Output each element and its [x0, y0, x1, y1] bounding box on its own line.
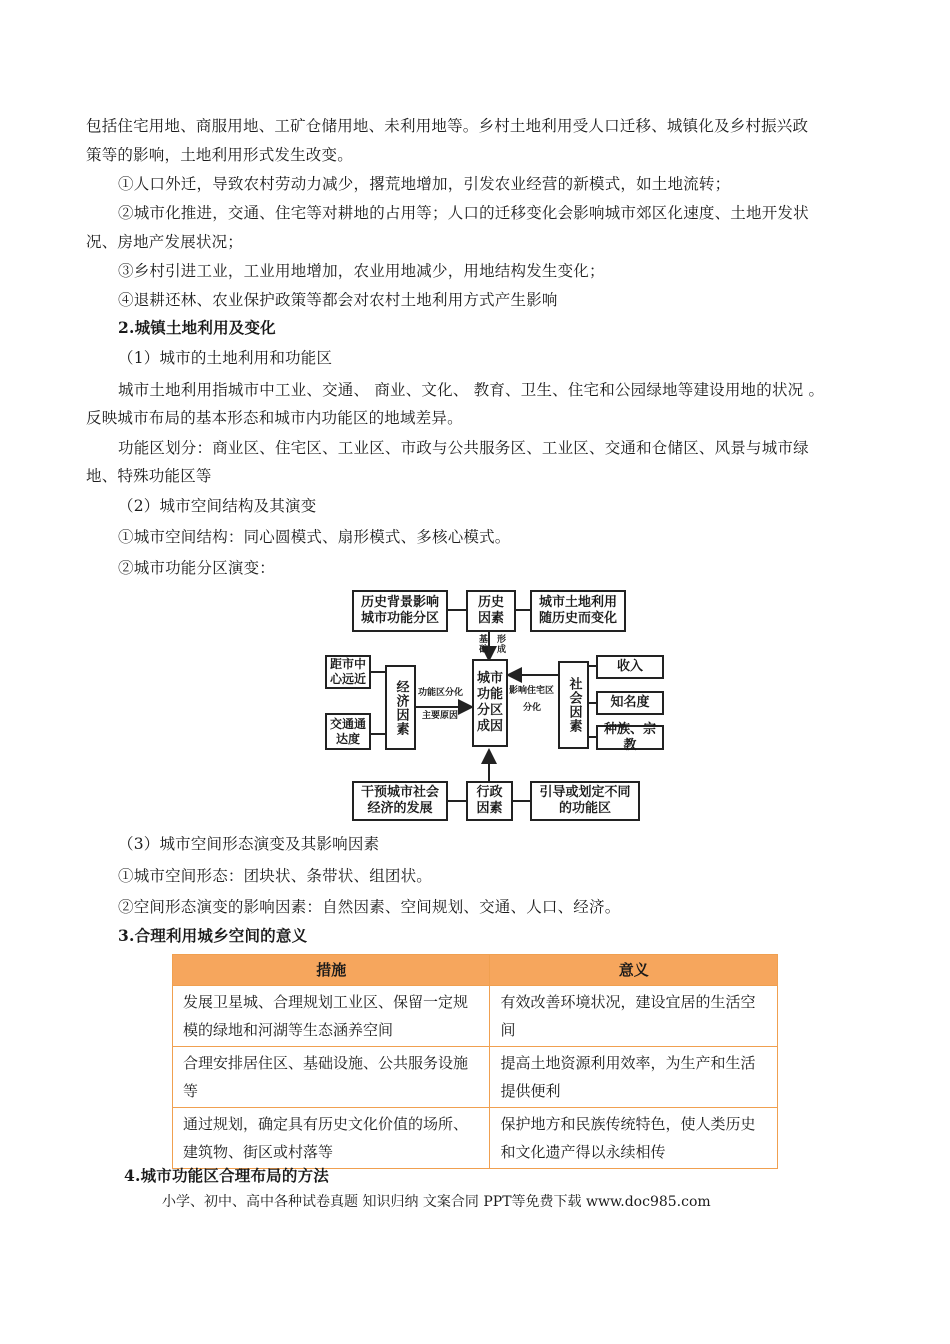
paragraph-line: 功能区划分：商业区、住宅区、工业区、市政与公共服务区、工业区、交通和仓储区、风景与城市绿 [118, 439, 809, 457]
center-causes-box: 城市功能分区成因 [472, 659, 508, 747]
table-cell: 通过规划，确定具有历史文化价值的场所、建筑物、街区或村落等 [173, 1108, 490, 1169]
table-row [173, 986, 778, 1047]
guide-box: 引导或划定不同的功能区 [530, 781, 640, 821]
social-factor-box: 社会因素 [558, 661, 589, 749]
table-row [173, 1047, 778, 1108]
paragraph-line: 况、房地产发展状况； [86, 233, 244, 251]
table-cell: 保护地方和民族传统特色，使人类历史和文化遗产得以永续相传 [490, 1108, 778, 1169]
table-cell: 提高土地资源利用效率，为生产和生活提供便利 [490, 1047, 778, 1108]
paragraph-line: ②城市化推进，交通、住宅等对耕地的占用等；人口的迁移变化会影响城市郊区化速度、土地开发状 [118, 204, 809, 222]
econ-label-2: 主要原因 [422, 711, 459, 721]
economic-factor-box: 经济因素 [385, 665, 416, 750]
measures-table [172, 954, 778, 1169]
table-cell: 有效改善环境状况，建设宜居的生活空间 [490, 986, 778, 1047]
admin-factor-box: 行政因素 [466, 781, 513, 821]
page-footer: 小学、初中、高中各种试卷真题 知识归纳 文案合同 PPT等免费下载 www.doc985.com [162, 1194, 711, 1210]
social-label-2: 分化 [523, 703, 542, 713]
fame-box: 知名度 [596, 691, 664, 715]
land-change-box: 城市土地利用随历史而变化 [530, 590, 626, 632]
paragraph-line: ④退耕还林、农业保护政策等都会对农村土地利用方式产生影响 [118, 291, 558, 309]
table-cell: 合理安排居住区、基础设施、公共服务设施等 [173, 1047, 490, 1108]
table-cell: 发展卫星城、合理规划工业区、保留一定规模的绿地和河湖等生态涵养空间 [173, 986, 490, 1047]
subsection-heading: （3）城市空间形态演变及其影响因素 [118, 835, 380, 853]
section-heading: 4.城市功能区合理布局的方法 [124, 1166, 329, 1185]
paragraph-line: ①城市空间结构：同心圆模式、扇形模式、多核心模式。 [118, 528, 511, 546]
econ-label-1: 功能区分化 [418, 688, 464, 698]
paragraph-line: ①人口外迁，导致农村劳动力减少，撂荒地增加，引发农业经营的新模式，如土地流转； [118, 175, 731, 193]
history-background-box: 历史背景影响城市功能分区 [352, 590, 448, 632]
table-header-measures: 措施 [173, 955, 490, 986]
income-box: 收入 [596, 655, 664, 679]
table-row [173, 1108, 778, 1169]
paragraph-line: ③乡村引进工业，工业用地增加，农业用地减少，用地结构发生变化； [118, 262, 605, 280]
social-label-1: 影响住宅区 [509, 686, 555, 696]
subsection-heading: （1）城市的土地利用和功能区 [118, 349, 333, 367]
paragraph-line: 城市土地利用指城市中工业、交通、 商业、文化、 教育、卫生、住宅和公园绿地等建设用地的状况 。 [118, 381, 825, 399]
paragraph-line: ②城市功能分区演变： [118, 559, 276, 577]
form-label: 形成 [495, 634, 505, 654]
history-factor-box: 历史因素 [466, 590, 516, 632]
paragraph-line: ①城市空间形态：团块状、条带状、组团状。 [118, 867, 433, 885]
paragraph-line: 反映城市布局的基本形态和城市内功能区的地域差异。 [86, 409, 463, 427]
section-heading: 3.合理利用城乡空间的意义 [118, 926, 308, 945]
intervene-box: 干预城市社会经济的发展 [352, 781, 448, 821]
subsection-heading: （2）城市空间结构及其演变 [118, 497, 317, 515]
paragraph-line: ②空间形态演变的影响因素：自然因素、空间规划、交通、人口、经济。 [118, 898, 621, 916]
paragraph-line: 包括住宅用地、商服用地、工矿仓储用地、未利用地等。乡村土地利用受人口迁移、城镇化及乡村振兴政 [86, 117, 809, 135]
table-header-row [173, 955, 778, 986]
traffic-box: 交通通达度 [325, 713, 371, 750]
basis-label: 基础 [477, 634, 487, 654]
paragraph-line: 地、特殊功能区等 [86, 467, 212, 485]
paragraph-line: 策等的影响，土地利用形式发生改变。 [86, 146, 353, 164]
section-heading: 2.城镇土地利用及变化 [118, 318, 276, 337]
ethnic-religion-box: 种族、宗教 [596, 725, 664, 750]
table-header-significance: 意义 [490, 955, 778, 986]
distance-box: 距市中心远近 [325, 655, 371, 689]
